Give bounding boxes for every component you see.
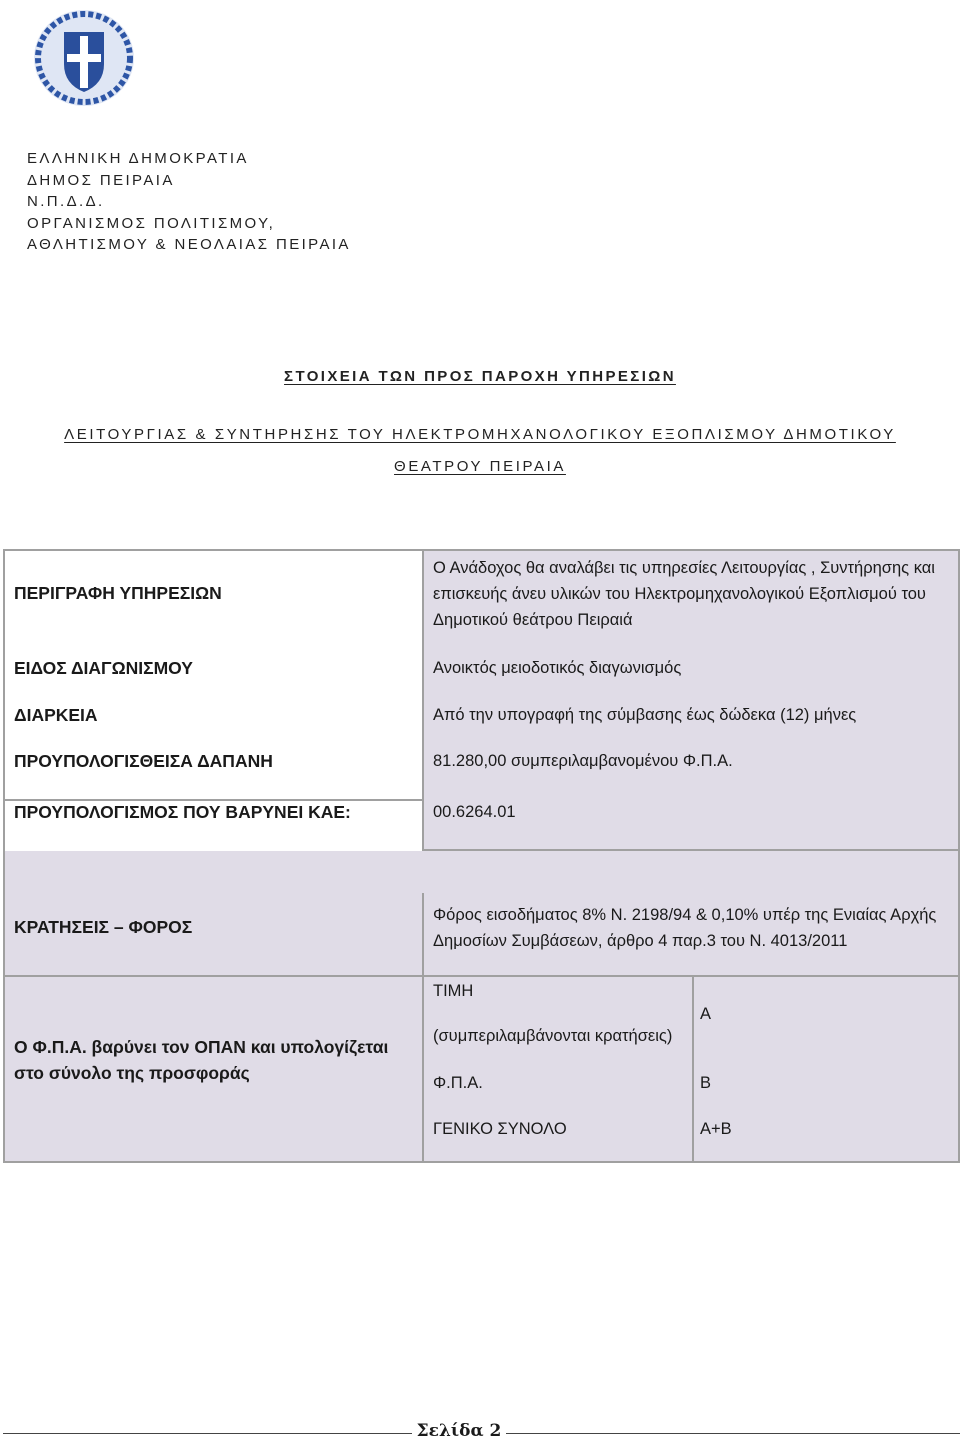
greek-coat-of-arms-icon (28, 6, 140, 110)
tender-type-value: Ανοικτός μειοδοτικός διαγωνισμός (433, 659, 682, 677)
header-legal-form: Ν.Π.Δ.Δ. (27, 193, 105, 211)
duration-label: ΔΙΑΡΚΕΙΑ (14, 705, 98, 725)
price-label: ΤΙΜΗ (433, 982, 474, 1000)
tax-label: ΚΡΑΤΗΣΕΙΣ – ΦΟΡΟΣ (14, 917, 193, 937)
document-subtitle-line2: ΘΕΑΤΡΟΥ ΠΕΙΡΑΙΑ (394, 458, 566, 475)
vat-row-value: Β (700, 1074, 712, 1092)
total-label: ΓΕΝΙΚΟ ΣΥΝΟΛΟ (433, 1120, 567, 1138)
page-number: Σελίδα 2 (412, 1421, 506, 1441)
price-note: (συμπεριλαμβάνονται κρατήσεις) (433, 1027, 673, 1045)
budget-value: 81.280,00 συμπεριλαμβανομένου Φ.Π.Α. (433, 752, 733, 770)
vat-row-label: Φ.Π.Α. (433, 1074, 483, 1092)
description-label: ΠΕΡΙΓΡΑΦΗ ΥΠΗΡΕΣΙΩΝ (14, 583, 222, 603)
header-country: ΕΛΛΗΝΙΚΗ ΔΗΜΟΚΡΑΤΙΑ (27, 150, 249, 167)
vat-note-label: Ο Φ.Π.Α. βαρύνει τον ΟΠΑΝ και υπολογίζεται στο σύνολο της προσφοράς (14, 1037, 389, 1083)
budget-label: ΠΡΟΥΠΟΛΟΓΙΣΘΕΙΣΑ ΔΑΠΑΝΗ (14, 751, 273, 771)
description-value: Ο Ανάδοχος θα αναλάβει τις υπηρεσίες Λειτουργίας , Συντήρησης και επισκευής άνευ υλικών του Ηλεκτρομηχανολογικού Εξοπλισμού του Δημοτικού θεάτρου Πειραιά (433, 559, 935, 629)
total-value: Α+Β (700, 1120, 732, 1138)
tax-value: Φόρος εισοδήματος 8% Ν. 2198/94 & 0,10% υπέρ της Ενιαίας Αρχής Δημοσίων Συμβάσεων, άρθρο 4 παρ.3 του Ν. 4013/2011 (433, 906, 937, 950)
footer-rule-left (3, 1433, 413, 1434)
footer-rule-right (505, 1433, 960, 1434)
duration-value: Από την υπογραφή της σύμβασης έως δώδεκα (12) μήνες (433, 706, 857, 724)
tender-type-label: ΕΙΔΟΣ ΔΙΑΓΩΝΙΣΜΟΥ (14, 658, 193, 678)
kae-label: ΠΡΟΥΠΟΛΟΓΙΣΜΟΣ ΠΟΥ ΒΑΡΥΝΕΙ ΚΑΕ: (14, 802, 351, 822)
issuer-header (27, 148, 351, 256)
header-organization-line2: ΑΘΛΗΤΙΣΜΟΥ & ΝΕΟΛΑΙΑΣ ΠΕΙΡΑΙΑ (27, 236, 351, 254)
header-organization-line1: ΟΡΓΑΝΙΣΜΟΣ ΠΟΛΙΤΙΣΜΟΥ, (27, 214, 276, 232)
kae-value: 00.6264.01 (433, 803, 516, 821)
header-municipality: ΔΗΜΟΣ ΠΕΙΡΑΙΑ (27, 171, 175, 189)
document-subtitle-line1: ΛΕΙΤΟΥΡΓΙΑΣ & ΣΥΝΤΗΡΗΣΗΣ ΤΟΥ ΗΛΕΚΤΡΟΜΗΧΑΝΟΛΟΓΙΚΟΥ ΕΞΟΠΛΙΣΜΟΥ ΔΗΜΟΤΙΚΟΥ (64, 426, 896, 443)
document-title: ΣΤΟΙΧΕΙΑ ΤΩΝ ΠΡΟΣ ΠΑΡΟΧΗ ΥΠΗΡΕΣΙΩΝ (284, 368, 676, 385)
price-value: Α (700, 1005, 712, 1023)
